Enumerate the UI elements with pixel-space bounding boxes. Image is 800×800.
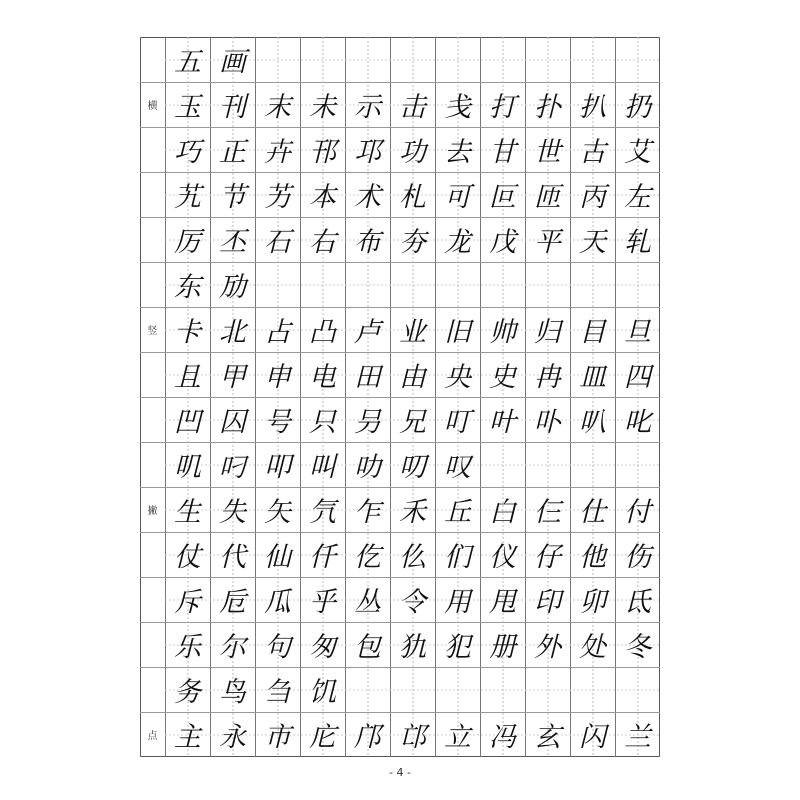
character-cell: 卡: [174, 317, 201, 348]
character-cell: 甘: [489, 137, 516, 168]
character-cell: 务: [174, 677, 201, 708]
character-cell: 由: [399, 362, 426, 393]
character-cell: 叩: [264, 452, 291, 483]
character-cell: 皿: [579, 362, 606, 393]
character-cell: 刊: [219, 92, 246, 123]
character-cell: 布: [354, 227, 381, 258]
character-cell: 扔: [624, 92, 651, 123]
character-cell: 禾: [399, 497, 426, 528]
character-cell: 丛: [354, 587, 381, 618]
character-cell: 示: [354, 92, 381, 123]
character-cell: 夯: [399, 227, 426, 258]
character-cell: 古: [579, 137, 606, 168]
character-cell: 央: [444, 362, 471, 393]
character-cell: 氕: [309, 497, 336, 528]
grid-row: [140, 307, 660, 352]
character-cell: 庀: [309, 722, 336, 753]
character-cell: 凹: [174, 407, 201, 438]
character-cell: 轧: [624, 227, 651, 258]
character-cell: 厉: [174, 227, 201, 258]
stroke-category-label: [140, 667, 165, 712]
character-cell: 乎: [309, 587, 336, 618]
character-cell: 冬: [624, 632, 651, 663]
character-cell: 册: [489, 632, 516, 663]
character-cell: 北: [219, 317, 246, 348]
character-cell: 旧: [444, 317, 471, 348]
character-cell: 可: [444, 182, 471, 213]
character-cell: 外: [534, 632, 561, 663]
stroke-category-label: [140, 442, 165, 487]
character-cell: 卮: [219, 587, 246, 618]
stroke-category-label: [140, 127, 165, 172]
character-cell: 帅: [489, 317, 516, 348]
character-cell: 只: [309, 407, 336, 438]
character-cell: 犰: [399, 632, 426, 663]
character-cell: 扑: [534, 92, 561, 123]
character-cell: 囚: [219, 407, 246, 438]
grid-row: [140, 442, 660, 487]
character-cell: 仨: [534, 497, 561, 528]
stroke-category-label: [140, 262, 165, 307]
character-cell: 伤: [624, 542, 651, 573]
character-cell: 电: [309, 362, 336, 393]
character-cell: 节: [219, 182, 246, 213]
character-cell: 四: [624, 362, 651, 393]
character-cell: 戊: [489, 227, 516, 258]
character-cell: 正: [219, 137, 246, 168]
character-cell: 兰: [624, 722, 651, 753]
character-cell: 术: [354, 182, 381, 213]
character-cell: 天: [579, 227, 606, 258]
character-cell: 代: [219, 542, 246, 573]
character-cell: 仪: [489, 542, 516, 573]
character-cell: 画: [219, 47, 246, 78]
stroke-category-label: 竖: [147, 326, 158, 337]
stroke-category-label: [140, 397, 165, 442]
character-cell: 劢: [219, 272, 246, 303]
character-cell: 占: [264, 317, 291, 348]
character-cell: 仗: [174, 542, 201, 573]
character-cell: 功: [399, 137, 426, 168]
grid-row: [140, 217, 660, 262]
page-number: - 4 -: [389, 766, 411, 779]
character-cell: 叫: [309, 452, 336, 483]
character-cell: 叭: [579, 407, 606, 438]
character-cell: 申: [264, 362, 291, 393]
character-cell: 仙: [264, 542, 291, 573]
character-cell: 邛: [354, 137, 381, 168]
character-cell: 兄: [399, 407, 426, 438]
character-cell: 匆: [309, 632, 336, 663]
stroke-category-label: [140, 172, 165, 217]
character-cell: 犯: [444, 632, 471, 663]
character-cell: 市: [264, 722, 291, 753]
character-cell: 丘: [444, 497, 471, 528]
grid-row: [140, 172, 660, 217]
character-cell: 玉: [174, 92, 201, 123]
character-cell: 世: [534, 137, 561, 168]
character-cell: 叮: [444, 407, 471, 438]
stroke-category-label: [140, 217, 165, 262]
character-cell: 目: [579, 317, 606, 348]
character-cell: 用: [444, 587, 471, 618]
character-cell: 氐: [624, 587, 651, 618]
character-cell: 鸟: [219, 677, 246, 708]
character-cell: 旦: [624, 317, 651, 348]
character-cell: 卯: [579, 587, 606, 618]
character-cell: 仕: [579, 497, 606, 528]
character-cell: 艾: [624, 137, 651, 168]
character-cell: 失: [219, 497, 246, 528]
character-cell: 仟: [309, 542, 336, 573]
character-cell: 匝: [534, 182, 561, 213]
character-cell: 饥: [309, 677, 336, 708]
character-cell: 邗: [309, 137, 336, 168]
character-cell: 生: [174, 497, 201, 528]
character-cell: 号: [264, 407, 291, 438]
character-cell: 叼: [219, 452, 246, 483]
character-cell: 卢: [354, 317, 381, 348]
character-cell: 瓜: [264, 587, 291, 618]
character-cell: 戋: [444, 92, 471, 123]
stroke-category-label: [140, 532, 165, 577]
character-cell: 石: [264, 227, 291, 258]
character-cell: 主: [174, 722, 201, 753]
stroke-category-label: [140, 37, 165, 82]
stroke-category-label: [140, 352, 165, 397]
grid-row: [140, 127, 660, 172]
character-cell: 右: [309, 227, 336, 258]
character-cell: 归: [534, 317, 561, 348]
grid-row: [140, 37, 660, 82]
grid-row: [140, 532, 660, 577]
character-cell: 田: [354, 362, 381, 393]
character-cell: 叽: [174, 452, 201, 483]
character-cell: 永: [219, 722, 246, 753]
character-cell: 叹: [444, 452, 471, 483]
character-cell: 们: [444, 542, 471, 573]
character-cell: 去: [444, 137, 471, 168]
character-cell: 平: [534, 227, 561, 258]
character-cell: 处: [579, 632, 606, 663]
character-cell: 付: [624, 497, 651, 528]
character-cell: 闪: [579, 722, 606, 753]
grid-row: [140, 82, 660, 127]
character-cell: 打: [489, 92, 516, 123]
character-cell: 仡: [354, 542, 381, 573]
character-cell: 矢: [264, 497, 291, 528]
character-cell: 业: [399, 317, 426, 348]
character-cell: 左: [624, 182, 651, 213]
character-cell: 五: [174, 47, 201, 78]
character-cell: 包: [354, 632, 381, 663]
character-cell: 冯: [489, 722, 516, 753]
character-cell: 叵: [489, 182, 516, 213]
character-cell: 仔: [534, 542, 561, 573]
character-cell: 句: [264, 632, 291, 663]
character-cell: 丕: [219, 227, 246, 258]
character-cell: 史: [489, 362, 516, 393]
character-cell: 仫: [399, 542, 426, 573]
character-cell: 巧: [174, 137, 201, 168]
character-cell: 卉: [264, 137, 291, 168]
character-cell: 丙: [579, 182, 606, 213]
stroke-category-label: [140, 622, 165, 667]
character-cell: 甲: [219, 362, 246, 393]
character-cell: 艻: [264, 182, 291, 213]
character-cell: 且: [174, 362, 201, 393]
character-cell: 艽: [174, 182, 201, 213]
character-cell: 龙: [444, 227, 471, 258]
character-cell: 刍: [264, 677, 291, 708]
character-cell: 乐: [174, 632, 201, 663]
grid-row: [140, 622, 660, 667]
grid-row: [140, 577, 660, 622]
character-cell: 邙: [399, 722, 426, 753]
grid-row: [140, 397, 660, 442]
grid-row: [140, 262, 660, 307]
grid-row: [140, 352, 660, 397]
character-cell: 令: [399, 587, 426, 618]
grid-row: [140, 667, 660, 712]
character-cell: 叶: [489, 407, 516, 438]
character-cell: 白: [489, 497, 516, 528]
stroke-category-label: 撇: [147, 506, 158, 517]
character-cell: 札: [399, 182, 426, 213]
character-cell: 甩: [489, 587, 516, 618]
character-cell: 末: [264, 92, 291, 123]
character-cell: 叨: [399, 452, 426, 483]
character-cell: 击: [399, 92, 426, 123]
character-cell: 印: [534, 587, 561, 618]
grid-row: [140, 712, 660, 757]
character-cell: 玄: [534, 722, 561, 753]
grid-row: [140, 487, 660, 532]
stroke-category-label: [140, 577, 165, 622]
character-cell: 叧: [354, 407, 381, 438]
character-cell: 乍: [354, 497, 381, 528]
character-cell: 本: [309, 182, 336, 213]
character-cell: 扒: [579, 92, 606, 123]
character-cell: 卟: [534, 407, 561, 438]
character-cell: 叻: [354, 452, 381, 483]
practice-grid: [140, 37, 660, 757]
stroke-category-label: 点: [147, 731, 158, 742]
character-cell: 尔: [219, 632, 246, 663]
character-cell: 凸: [309, 317, 336, 348]
character-cell: 斥: [174, 587, 201, 618]
stroke-category-label: 横: [147, 101, 158, 112]
character-cell: 立: [444, 722, 471, 753]
character-cell: 邝: [354, 722, 381, 753]
character-cell: 未: [309, 92, 336, 123]
character-cell: 东: [174, 272, 201, 303]
character-cell: 冉: [534, 362, 561, 393]
character-cell: 叱: [624, 407, 651, 438]
character-cell: 他: [579, 542, 606, 573]
